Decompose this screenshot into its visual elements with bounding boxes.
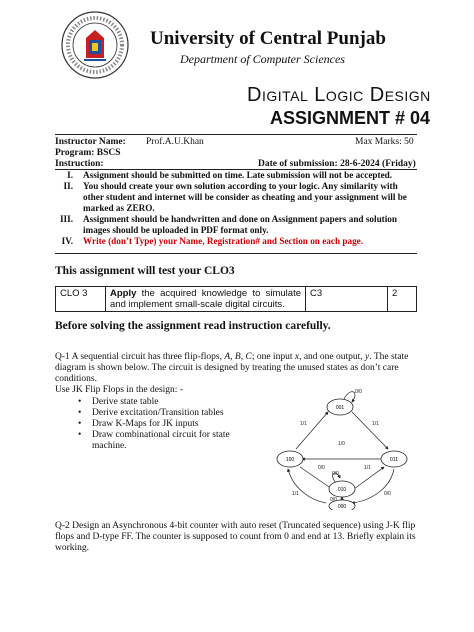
instruction-text: You should create your own solution according to your logic. Any similarity with other student and internet will be consider as cheating and your assignment will be marked as ZERO.	[83, 181, 407, 213]
state-diagram	[266, 385, 416, 510]
instructor-label: Instructor Name:	[55, 137, 126, 147]
instruction-number: II.	[63, 181, 73, 191]
university-logo	[60, 10, 130, 80]
instruction-list	[55, 170, 417, 247]
q1-text: , and one output,	[299, 352, 366, 362]
q1-vars: A, B, C	[224, 352, 252, 362]
transition-label: 0/0	[384, 491, 391, 497]
list-item: • Draw combinational circuit for state machine.	[78, 430, 248, 452]
state-010	[329, 481, 355, 497]
state-label: 011	[390, 457, 398, 463]
state-011	[381, 451, 407, 467]
instruction-text: Write (don’t Type) your Name, Registration# and Section on each page.	[83, 236, 364, 246]
department-name: Department of Computer Sciences	[180, 52, 345, 66]
clo-desc-rest: the acquired knowledge to simulate and implement small-scale digital circuits.	[110, 288, 301, 310]
clo-weight: 2	[388, 287, 417, 312]
list-item: • Derive state table	[78, 397, 248, 408]
instruction-item	[55, 181, 417, 214]
transition-label: 1/1	[372, 421, 379, 427]
instruction-text: Assignment should be handwritten and done on Assignment papers and solution images should be uploaded in PDF format only.	[83, 214, 397, 235]
q1-output-var: y	[365, 352, 370, 362]
question-2: Q-2 Design an Asynchronous 4-bit counter with auto reset (Truncated sequence) using J-K flip flops and D-type FF. The counter is supposed to count from 0 and end at 13. Briefly explain its working.	[55, 521, 416, 553]
university-name: University of Central Punjab	[150, 28, 386, 49]
state-100	[277, 451, 303, 467]
state-label: 001	[335, 405, 345, 411]
transition-label: 0/0	[355, 389, 362, 395]
table-row	[56, 287, 417, 312]
header-divider	[55, 134, 417, 135]
instruction-item	[55, 214, 417, 236]
transition-label: 1/1	[364, 465, 371, 471]
instruction-number: I.	[67, 170, 73, 180]
q1-paragraph	[55, 352, 419, 385]
instruction-number: III.	[59, 214, 73, 224]
transition-label: 1/1	[292, 491, 299, 497]
clo-level: C3	[306, 287, 388, 312]
clo-cell: CLO 3	[56, 287, 106, 312]
q1-task-list	[78, 397, 248, 452]
max-marks: Max Marks: 50	[355, 137, 414, 147]
transition-label: 0/0	[318, 465, 325, 471]
assignment-title: ASSIGNMENT # 04	[270, 108, 431, 128]
instructor-value: Prof.A.U.Khan	[146, 137, 204, 147]
state-label: 010	[337, 487, 347, 493]
transition-label: 1/1	[300, 421, 307, 427]
state-label: 100	[285, 457, 295, 463]
before-note: Before solving the assignment read instruction carefully.	[55, 320, 331, 332]
instruction-item	[55, 170, 417, 181]
q1-text: Q-1 A sequential circuit has three flip-flops,	[55, 352, 225, 362]
clo-desc-bold: Apply	[110, 288, 137, 299]
instruction-number: IV.	[61, 236, 73, 246]
transition-label: 0/0	[330, 497, 337, 503]
list-item: • Derive excitation/Transition tables	[78, 408, 248, 419]
clo-heading: This assignment will test your CLO3	[55, 265, 235, 277]
q1-jk-line: Use JK Flip Flops in the design: -	[55, 385, 183, 395]
q1-text: . The state diagram is shown below. The circuit is designed by treating the unused states as don’t care conditions.	[55, 352, 409, 384]
list-item: • Draw K-Maps for JK inputs	[78, 419, 248, 430]
transition-label: 1/0	[338, 441, 345, 447]
instructions-divider	[55, 253, 417, 254]
state-001	[327, 399, 353, 415]
transition-label: 0/0	[332, 471, 339, 477]
program-line: Program: BSCS	[55, 148, 121, 158]
q1-text: ; one input	[251, 352, 295, 362]
instruction-item	[55, 236, 417, 247]
course-title: Digital Logic Design	[247, 84, 431, 106]
instruction-text: Assignment should be submitted on time. Late submission will not be accepted.	[83, 170, 393, 180]
submission-date: Date of submission: 28-6-2024 (Friday)	[258, 159, 416, 169]
state-label: 000	[337, 504, 347, 510]
clo-description	[106, 287, 306, 312]
q1-input-var: x	[294, 352, 300, 362]
clo-table	[55, 286, 417, 312]
instruction-label: Instruction:	[55, 159, 104, 169]
